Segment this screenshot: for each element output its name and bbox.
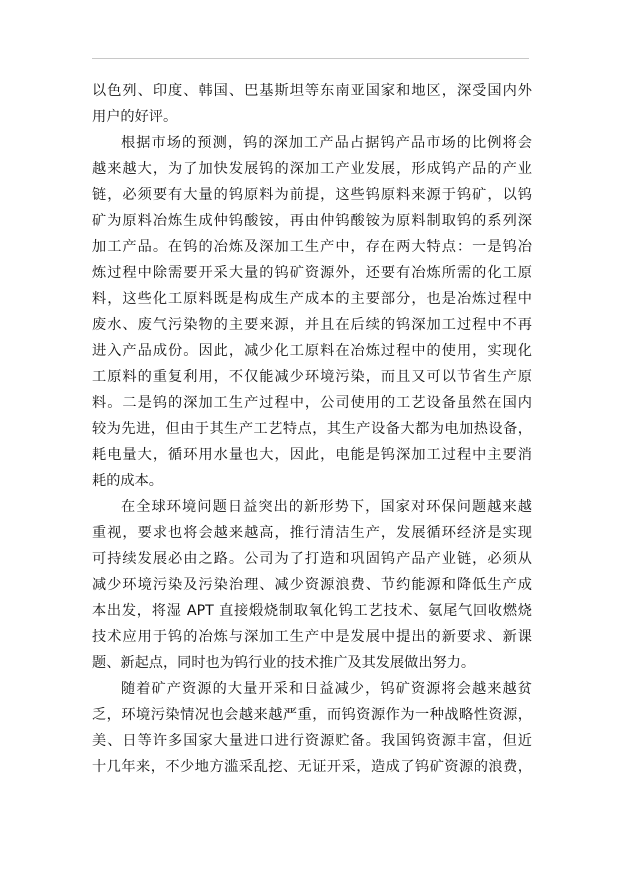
- text-line: 美、日等许多国家大量进口进行资源贮备。我国钨资源丰富，但近: [92, 733, 532, 749]
- text-line: 随着矿产资源的大量开采和日益减少，钨矿资源将会越来越贫: [121, 681, 532, 697]
- text-line: 料，这些化工原料既是构成生产成本的主要部分，也是冶炼过程中: [92, 291, 532, 307]
- text-line: 乏，环境污染情况也会越来越严重，而钨资源作为一种战略性资源，: [92, 707, 532, 723]
- text-line: 在全球环境问题日益突出的新形势下，国家对环保问题越来越: [121, 499, 532, 515]
- paragraph-3: [92, 494, 532, 676]
- text-line: 越来越大，为了加快发展钨的深加工产业发展，形成钨产品的产业: [92, 161, 532, 177]
- document-body: [92, 78, 532, 780]
- text-line: 十几年来，不少地方滥采乱挖、无证开采，造成了钨矿资源的浪费，: [92, 759, 532, 775]
- text-line: 用户的好评。: [92, 109, 178, 125]
- text-line: 炼过程中除需要开采大量的钨矿资源外，还要有冶炼所需的化工原: [92, 265, 532, 281]
- text-line: 进入产品成份。因此，减少化工原料在冶炼过程中的使用，实现化: [92, 343, 532, 359]
- text-line: 加工产品。在钨的冶炼及深加工生产中，存在两大特点：一是钨冶: [92, 239, 532, 255]
- text-line: 废水、废气污染物的主要来源，并且在后续的钨深加工过程中不再: [92, 317, 532, 333]
- paragraph-2: [92, 130, 532, 494]
- text-line: 本出发，将湿 APT 直接煅烧制取氧化钨工艺技术、氨尾气回收燃烧: [92, 603, 532, 619]
- text-line: 较为先进，但由于其生产工艺特点，其生产设备大都为电加热设备，: [92, 421, 532, 437]
- paragraph-1: [92, 78, 532, 130]
- text-line: 耗的成本。: [92, 473, 163, 489]
- text-line: 以色列、印度、韩国、巴基斯坦等东南亚国家和地区，深受国内外: [92, 83, 532, 99]
- paragraph-4: [92, 676, 532, 780]
- text-line: 重视，要求也将会越来越高，推行清洁生产，发展循环经济是实现: [92, 525, 532, 541]
- text-line: 耗电量大，循环用水量也大，因此，电能是钨深加工过程中主要消: [92, 447, 532, 463]
- text-line: 题、新起点，同时也为钨行业的技术推广及其发展做出努力。: [92, 655, 476, 671]
- text-line: 根据市场的预测，钨的深加工产品占据钨产品市场的比例将会: [121, 135, 532, 151]
- text-line: 工原料的重复利用，不仅能减少环境污染，而且又可以节省生产原: [92, 369, 532, 385]
- header-rule: [92, 58, 529, 59]
- text-line: 链，必须要有大量的钨原料为前提，这些钨原料来源于钨矿，以钨: [92, 187, 532, 203]
- text-line: 料。二是钨的深加工生产过程中，公司使用的工艺设备虽然在国内: [92, 395, 532, 411]
- text-line: 减少环境污染及污染治理、减少资源浪费、节约能源和降低生产成: [92, 577, 532, 593]
- text-line: 矿为原料冶炼生成仲钨酸铵，再由仲钨酸铵为原料制取钨的系列深: [92, 213, 532, 229]
- text-line: 可持续发展必由之路。公司为了打造和巩固钨产品产业链，必须从: [92, 551, 532, 567]
- text-line: 技术应用于钨的冶炼与深加工生产中是发展中提出的新要求、新课: [92, 629, 532, 645]
